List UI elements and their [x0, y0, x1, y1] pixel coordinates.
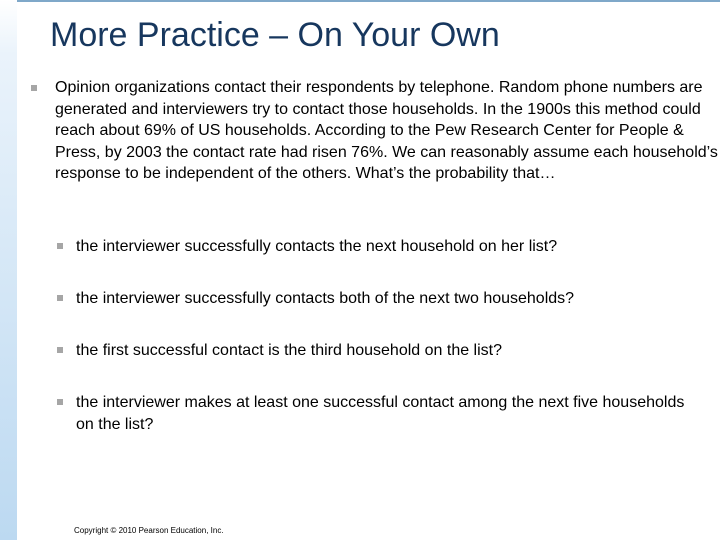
- intro-paragraph: Opinion organizations contact their respondents by telephone. Random phone numbers are generated and interviewers try to contact those households. In the 1900s this method could reach about 69% of US households. According to the Pew Research Center for People & Press, by 2003 the contact rate had risen 76%. We can reasonably assume each household’s response to be independent of the others. What’s the probability that…: [55, 79, 718, 182]
- left-accent-bar: [0, 0, 17, 540]
- top-divider: [17, 0, 720, 2]
- question-1: the interviewer successfully contacts the next household on her list?: [76, 238, 558, 255]
- question-4: the interviewer makes at least one successful contact among the next five households on the list?: [76, 394, 685, 433]
- question-3: the first successful contact is the third household on the list?: [76, 342, 503, 359]
- bullet-icon: [31, 85, 37, 91]
- bullet-icon: [57, 295, 63, 301]
- bullet-icon: [57, 347, 63, 353]
- bullet-icon: [57, 243, 63, 249]
- slide-title: More Practice – On Your Own: [50, 16, 500, 54]
- bullet-icon: [57, 399, 63, 405]
- question-2: the interviewer successfully contacts both of the next two households?: [76, 290, 575, 307]
- copyright-footer: Copyright © 2010 Pearson Education, Inc.: [74, 526, 224, 535]
